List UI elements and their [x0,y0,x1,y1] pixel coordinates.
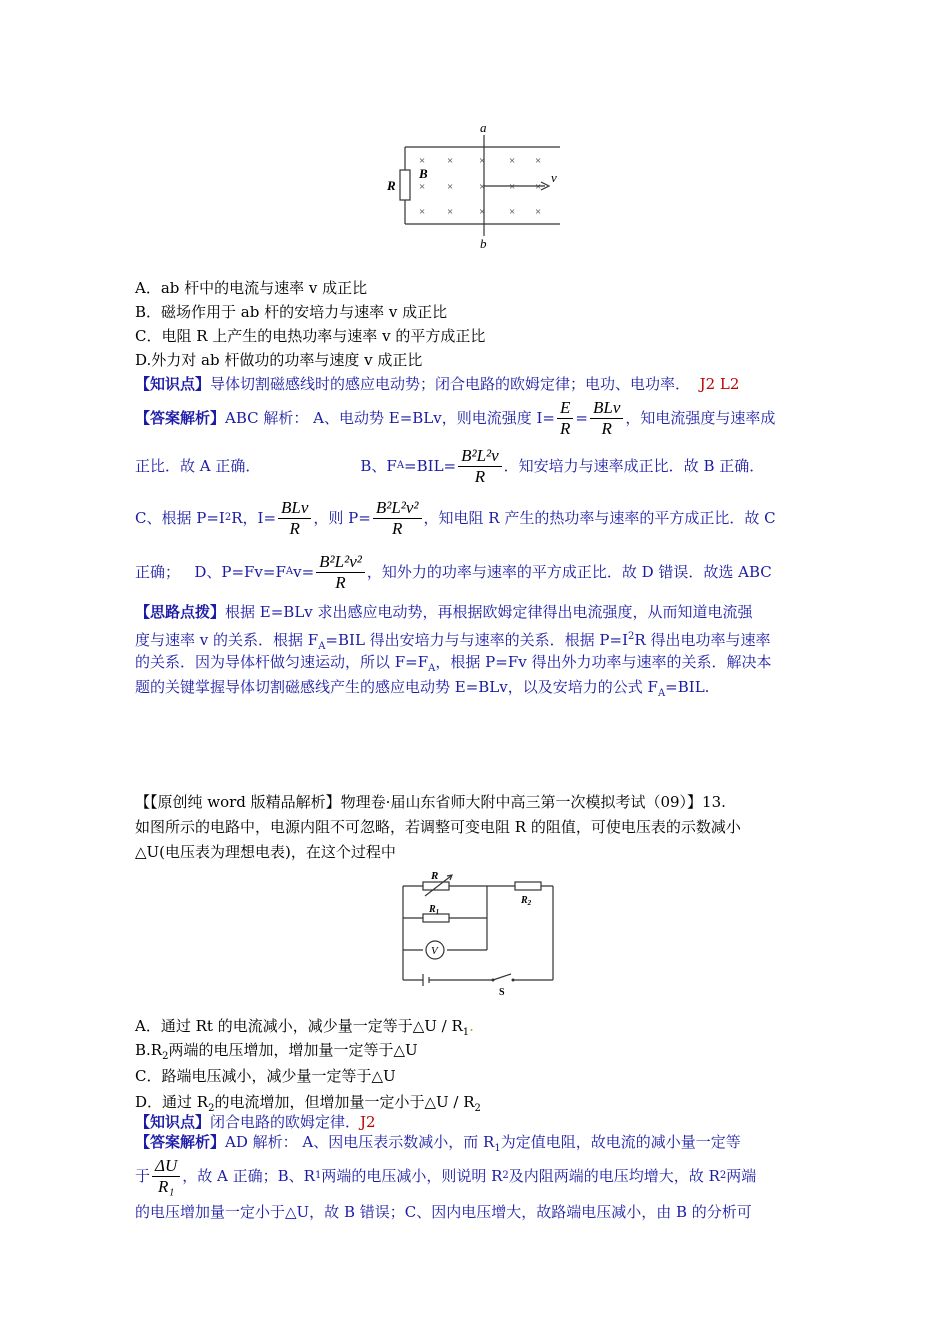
q1-option-b: B．磁场作用于 ab 杆的安培力与速率 v 成正比 [135,303,448,321]
svg-text:×: × [419,206,426,218]
fraction-dU-R1 [152,1156,180,1197]
frac-num: BLv [590,398,623,419]
q1-tip-line1 [135,602,753,622]
subscript: 2 [162,1051,169,1062]
fraction-B2L2v2-R-2 [316,552,365,593]
kp-code: J2 L2 [699,375,740,393]
opt-text: A．通过 Rt 的电流减小，减少量一定等于△U / R [135,1017,463,1035]
ans-text: B、F [360,457,397,475]
frac-den: R [560,418,571,438]
ans-text: AD 解析： A、因电压表示数减小，而 R [225,1133,495,1151]
ans-text: 正比．故 A 正确． [135,457,261,475]
ans-text: v= [293,563,315,581]
tip-text: 题的关键掌握导体切割磁感线产生的感应电动势 E=BLv，以及安培力的公式 F [135,678,658,696]
q1-answer-line4 [135,548,772,596]
ans-text: ，则 P= [313,509,371,527]
q1-option-d: D.外力对 ab 杆做功的功率与速度 v 成正比 [135,351,423,369]
tip-text: R 得出电功率与速率 [634,631,771,649]
figure-circuit-2 [395,868,565,1000]
opt-text: 两端的电压增加，增加量一定等于△U [168,1041,418,1059]
svg-text:×: × [509,155,516,167]
subscript: A [318,641,326,652]
ans-text: ，知电阻 R 产生的热功率与速率的平方成正比．故 C [423,509,776,527]
frac-den: R [289,518,300,538]
kp-code: J2 [360,1113,376,1131]
ans-text: D、P=Fv=F [194,563,286,581]
q1-answer-line2 [135,442,764,490]
label-R-variable: R [431,870,439,882]
q1-tip-line3 [135,652,771,679]
frac-num: B²L²v² [316,552,365,573]
q1-option-c: C．电阻 R 上产生的电热功率与速率 v 的平方成正比 [135,327,486,345]
q2-option-b [135,1040,418,1067]
subscript: A [285,566,294,577]
q1-answer-line1: 【答案解析】 ABC 解析： A、电动势 E=BLv，则电流强度 I= $\frac{E}{R}$ = $\frac{\text{BLv}}{R}$ ，知电流强度与速率成 [135,397,776,438]
frac-num: B²L²v [458,446,502,467]
q2-answer-line3: 的电压增加量一定小于△U，故 B 错误；C、因内电压增大，故路端电压减小，由 B 的分析可 [135,1203,752,1221]
label-R2: $R_2$ [521,895,532,907]
tip-tag: 【思路点拨】 [135,603,226,621]
tip-text: =BIL 得出安培力与与速率的关系．根据 P=I [325,631,629,649]
ans-text: 正确； [135,563,181,581]
q1-knowledge-point [135,374,739,394]
tip-text: 的关系．因为导体杆做匀速运动，所以 F=F [135,653,429,671]
superscript: 2 [628,631,635,642]
ans-text: =BIL= [404,457,457,475]
subscript: A [428,663,436,674]
frac-den: R [335,572,346,592]
frac-den: R₁ [158,1176,175,1196]
svg-text:×: × [447,155,454,167]
frac-den: R [601,418,612,438]
frac-num: BLv [278,498,311,519]
figure-rail-circuit [385,120,570,250]
fraction-E-R [557,398,573,439]
tip-text: ，根据 P=Fv 得出外力功率与速率的关系．解决本 [435,653,772,671]
ans-text: ．知安培力与速率成正比．故 B 正确． [503,457,765,475]
superscript: 2 [224,512,232,523]
tip-text: 度与速率 v 的关系．根据 F [135,631,319,649]
opt-text: B.R [135,1041,163,1059]
subscript: 1 [494,1143,501,1154]
label-R1: $R_1$ [429,904,440,916]
frac-num: E [557,398,573,419]
kp-text: 导体切割磁感线时的感应电动势；闭合电路的欧姆定律；电功、电功率． [210,375,691,393]
svg-text:×: × [509,181,516,193]
ans-tag: 【答案解析】 [135,409,226,427]
svg-text:×: × [509,206,516,218]
subscript: 2 [474,1103,481,1114]
q2-title: 【【原创纯 word 版精品解析】物理卷·届山东省师大附中高三第一次模拟考试（09）】13. [135,793,726,811]
ans-text: ，知外力的功率与速率的平方成正比．故 D 错误．故选 ABC [366,563,772,581]
q1-answer-line3 [135,494,776,542]
svg-text:×: × [447,206,454,218]
frac-den: R [474,466,486,486]
kp-tag: 【知识点】 [135,1113,211,1131]
label-v: v [551,170,557,185]
label-B: B [419,166,428,181]
fraction-B2L2v-R [458,446,502,487]
fraction-BLv-R [590,398,623,439]
q2-answer-line2 [135,1152,756,1200]
ans-text: C、根据 P=I [135,509,225,527]
svg-text:×: × [419,155,426,167]
q2-stem-line2: △U(电压表为理想电表)，在这个过程中 [135,843,396,861]
q1-option-a: A．ab 杆中的电流与速率 v 成正比 [135,279,368,297]
q1-tip-line4 [135,677,709,704]
ans-text: R，I= [231,509,277,527]
opt-text: D．通过 R [135,1093,209,1111]
subscript: 2 [208,1103,215,1114]
tip-text: 根据 E=BLv 求出感应电动势，再根据欧姆定律得出电流强度，从而知道电流强 [225,603,753,621]
svg-text:×: × [535,155,542,167]
label-voltmeter: V [431,945,438,957]
svg-text:×: × [479,155,486,167]
ans-text: 于 [135,1167,151,1185]
q2-stem-line1: 如图所示的电路中，电源内阻不可忽略，若调整可变电阻 R 的阻值，可使电压表的示数减小 [135,818,741,836]
subscript: 2 [719,1170,727,1181]
frac-num: ΔU [152,1156,180,1177]
subscript: 1 [314,1170,322,1181]
q2-knowledge-point [135,1112,376,1132]
svg-text:×: × [479,206,486,218]
label-a: a [480,120,487,135]
q2-option-c: C．路端电压减小，减少量一定等于△U [135,1067,396,1085]
subscript: A [657,688,666,699]
q2-option-a: A．通过 Rt 的电流减小，减少量一定等于△U / $R_1$. [135,1017,474,1038]
fraction-B2L2v2-R [373,498,422,539]
ans-text: 两端的电压减小，则说明 R [321,1167,503,1185]
label-b: b [480,236,487,250]
ans-text: ，故 A 正确；B、R [182,1167,315,1185]
ans-text: 及内阻两端的电压均增大，故 R [508,1167,720,1185]
frac-num: B²L²v² [373,498,422,519]
subscript: 2 [502,1170,509,1181]
ans-tag: 【答案解析】 [135,1133,226,1151]
svg-text:×: × [447,181,454,193]
subscript: A [396,460,405,471]
ans-text: 两端 [726,1167,757,1185]
tip-text: =BIL. [665,678,710,696]
svg-text:×: × [419,181,426,193]
ans-text: 为定值电阻，故电流的减小量一定等 [500,1133,741,1151]
subscript: 1 [462,1027,470,1038]
kp-text: 闭合电路的欧姆定律． [210,1113,361,1131]
label-switch: S [499,987,505,998]
label-R: R [387,178,396,193]
ans-text: ，知电流强度与速率成 [625,409,776,427]
opt-text: 的电流增加，但增加量一定小于△U / R [214,1093,475,1111]
svg-text:×: × [535,181,542,193]
kp-tag: 【知识点】 [135,375,211,393]
ans-text: ABC 解析： A、电动势 E=BLv，则电流强度 I= [225,409,556,427]
fraction-BLv-R-2 [278,498,311,539]
frac-den: R [391,518,403,538]
svg-text:×: × [479,181,486,193]
svg-text:×: × [535,206,542,218]
